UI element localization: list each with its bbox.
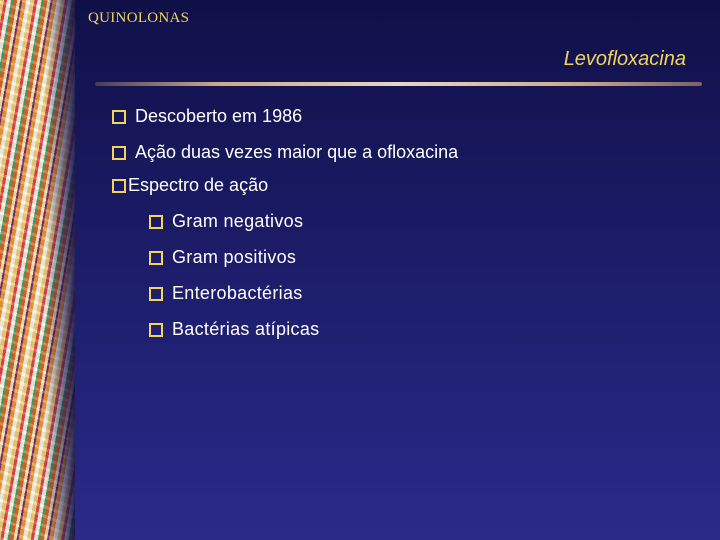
slide-subtitle: Levofloxacina [563,48,686,70]
decorative-side-strip [0,0,75,540]
sub-bullet-text: Gram negativos [172,211,304,231]
sub-bullet-text: Bactérias atípicas [172,319,320,339]
sub-bullet-text: Enterobactérias [172,283,303,303]
sub-bullet-item [149,283,303,304]
hollow-square-icon [112,146,126,160]
bullet-item [112,142,458,163]
sub-bullet-text: Gram positivos [172,247,297,267]
hollow-square-icon [149,251,163,265]
bullet-text: Espectro de ação [128,175,269,195]
header-title: QUINOLONAS [88,10,190,26]
bullet-text: Ação duas vezes maior que a ofloxacina [135,142,459,162]
bullet-item [112,175,268,196]
hollow-square-icon [112,110,126,124]
sub-bullet-item [149,247,296,268]
bullet-item [112,106,302,127]
sub-bullet-item [149,211,303,232]
hollow-square-icon [149,323,163,337]
hollow-square-icon [149,215,163,229]
sub-bullet-item [149,319,319,340]
title-divider [95,82,702,86]
hollow-square-icon [112,179,126,193]
hollow-square-icon [149,287,163,301]
bullet-text: Descoberto em 1986 [135,106,303,126]
